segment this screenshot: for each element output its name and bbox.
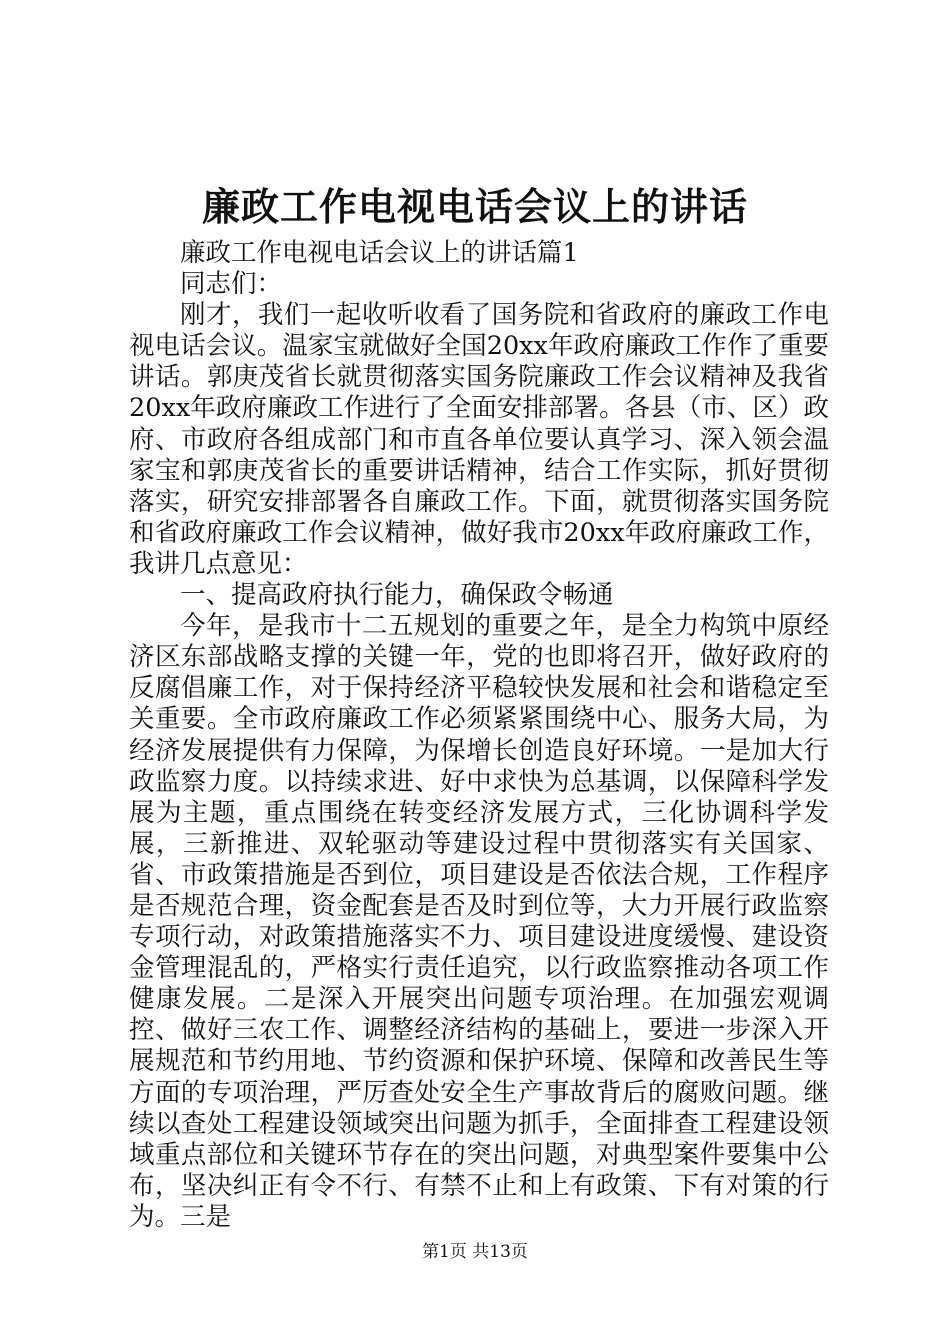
body-paragraph: 今年，是我市十二五规划的重要之年，是全力构筑中原经济区东部战略支撑的关键一年，党的也即将召开，做好政府的反腐倡廉工作，对于保持经济平稳较快发展和社会和谐稳定至关重要。全市政府廉政工作必须紧紧围绕中心、服务大局，为经济发展提供有力保障，为保增长创造良好环境。一是加大行政监察力度。以持续求进、好中求快为总基调，以保障科学发展为主题，重点围绕在转变经济发展方式，三化协调科学发展，三新推进、双轮驱动等建设过程中贯彻落实有关国家、省、市政策措施是否到位，项目建设是否依法合规，工作程序是否规范合理，资金配套是否及时到位等，大力开展行政监察专项行动，对政策措施落实不力、项目建设进度缓慢、建设资金管理混乱的，严格实行责任追究，以行政监察推动各项工作健康发展。二是深入开展突出问题专项治理。在加强宏观调控、做好三农工作、调整经济结构的基础上，要进一步深入开展规范和节约用地、节约资源和保护环境、保障和改善民生等方面的专项治理，严厉查处安全生产事故背后的腐败问题。继续以查处工程建设领域突出问题为抓手，全面排查工程建设领域重点部位和关键环节存在的突出问题，对典型案件要集中公布，坚决纠正有令不行、有禁不止和上有政策、下有对策的行为。三是	[129, 611, 829, 1232]
document-title: 廉政工作电视电话会议上的讲话	[201, 184, 748, 229]
document-body	[129, 238, 829, 1233]
section-subheading: 一、提高政府执行能力，确保政令畅通	[180, 580, 614, 611]
section-heading: 廉政工作电视电话会议上的讲话篇1	[180, 238, 579, 268]
salutation: 同志们：	[180, 269, 283, 300]
page-footer: 第1页 共13页	[422, 1242, 528, 1262]
body-paragraph: 刚才，我们一起收听收看了国务院和省政府的廉政工作电视电话会议。温家宝就做好全国20xx年政府廉政工作作了重要讲话。郭庚茂省长就贯彻落实国务院廉政工作会议精神及我省20xx年政府廉政工作进行了全面安排部署。各县（市、区）政府、市政府各组成部门和市直各单位要认真学习、深入领会温家宝和郭庚茂省长的重要讲话精神，结合工作实际，抓好贯彻落实，研究安排部署各自廉政工作。下面，就贯彻落实国务院和省政府廉政工作会议精神，做好我市20xx年政府廉政工作，我讲几点意见：	[129, 300, 829, 579]
